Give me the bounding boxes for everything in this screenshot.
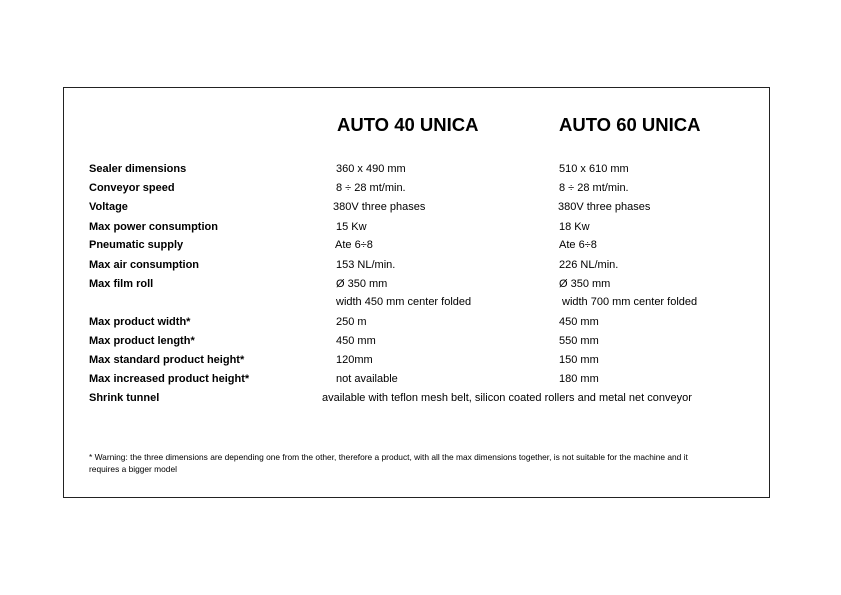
spec-sheet-frame [63,87,770,498]
spec-label-max-film-roll: Max film roll [89,278,154,290]
model-header-auto-40: AUTO 40 UNICA [337,114,479,135]
spec-value-shrink-tunnel: available with teflon mesh belt, silicon coated rollers and metal net conveyor [322,392,692,404]
spec-value-auto-60: 8 ÷ 28 mt/min. [559,182,629,194]
spec-label-max-standard-product-height: Max standard product height* [89,354,245,366]
spec-label-max-increased-product-height: Max increased product height* [89,373,250,385]
spec-value-auto-60: 18 Kw [559,221,590,233]
spec-label-sealer-dimensions: Sealer dimensions [89,163,187,175]
spec-value-auto-60: 550 mm [559,335,599,347]
spec-label-max-product-length: Max product length* [89,335,195,347]
spec-value-auto-40: 250 m [336,316,367,328]
spec-value-auto-40: 153 NL/min. [336,259,396,271]
spec-value-auto-40: 450 mm [336,335,376,347]
spec-value-auto-40: width 450 mm center folded [336,296,472,308]
spec-value-auto-60: Ate 6÷8 [559,239,597,251]
spec-value-auto-60: 180 mm [559,373,599,385]
spec-value-auto-60: Ø 350 mm [559,278,611,290]
model-header-auto-60: AUTO 60 UNICA [559,114,701,135]
spec-value-auto-60: 510 x 610 mm [559,163,629,175]
spec-label-pneumatic-supply: Pneumatic supply [89,239,184,251]
spec-value-auto-40: 120mm [336,354,373,366]
spec-value-auto-60: 380V three phases [558,201,651,213]
spec-value-auto-40: Ate 6÷8 [335,239,373,251]
spec-label-max-power-consumption: Max power consumption [89,221,218,233]
spec-label-max-air-consumption: Max air consumption [89,259,200,271]
spec-value-auto-40: 8 ÷ 28 mt/min. [336,182,406,194]
footnote-warning: * Warning: the three dimensions are depending one from the other, therefore a product, with all the max dimensions together, is not suitable for the machine and it requires a bigger model [89,452,688,474]
spec-value-auto-40: 360 x 490 mm [336,163,406,175]
spec-value-auto-60: 450 mm [559,316,599,328]
spec-value-auto-60: 150 mm [559,354,599,366]
spec-label-voltage: Voltage [89,201,128,213]
spec-value-auto-40: not available [336,373,398,385]
spec-label-conveyor-speed: Conveyor speed [89,182,175,194]
spec-value-auto-40: 380V three phases [333,201,426,213]
spec-value-auto-40: 15 Kw [336,221,367,233]
spec-value-auto-60: width 700 mm center folded [562,296,698,308]
spec-label-max-product-width: Max product width* [89,316,191,328]
spec-label-shrink-tunnel: Shrink tunnel [89,392,160,404]
spec-value-auto-40: Ø 350 mm [336,278,388,290]
spec-value-auto-60: 226 NL/min. [559,259,619,271]
